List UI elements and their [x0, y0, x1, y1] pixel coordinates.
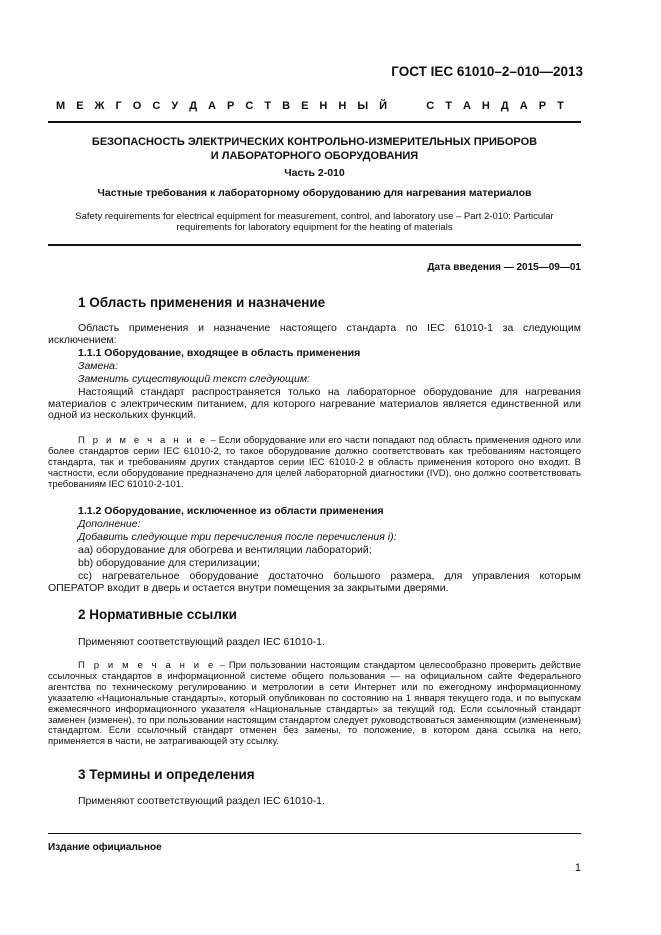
- banner-letter: М: [56, 100, 66, 112]
- banner-letter: Ж: [94, 100, 105, 112]
- banner-letter: О: [132, 100, 142, 112]
- part-number: Часть 2-010: [284, 167, 345, 179]
- section-3-body: Применяют соответствующий раздел IEC 61010-1.: [78, 795, 325, 807]
- banner-letter: С: [152, 100, 161, 112]
- banner-letter: Й: [379, 100, 388, 112]
- section-1-intro: Область применения и назначение настоящего стандарта по IEC 61010-1 за следующим исключением:: [48, 322, 581, 346]
- banner-letter: Т: [264, 100, 272, 112]
- page-number: 1: [574, 862, 581, 874]
- banner-letter: С: [245, 100, 254, 112]
- effective-date-value: — 2015—09—01: [500, 262, 581, 273]
- replacement-instruction: Заменить существующий текст следующим:: [78, 373, 310, 385]
- banner-letter: Д: [189, 100, 198, 112]
- section-2-heading: 2 Нормативные ссылки: [78, 607, 237, 622]
- section-1-heading: 1 Область применения и назначение: [78, 295, 326, 310]
- title-divider: [48, 244, 581, 246]
- banner-letter: Д: [500, 100, 509, 112]
- banner-letter: А: [208, 100, 216, 112]
- replacement-label: Замена:: [78, 360, 118, 372]
- title-line-1: БЕЗОПАСНОСТЬ ЭЛЕКТРИЧЕСКИХ КОНТРОЛЬНО-ИЗМЕРИТЕЛЬНЫХ ПРИБОРОВ: [91, 136, 538, 148]
- note-1: [48, 436, 581, 491]
- banner-letter: [412, 100, 415, 112]
- banner-letter: Т: [445, 100, 452, 112]
- banner-letter: Г: [115, 100, 122, 112]
- banner-letter: Е: [301, 100, 309, 112]
- list-item-cc: сс) нагревательное оборудование достаточно большого размера, для управления которым ОПЕРАТОР входит в дверь и остается внутри помещения за закрытыми дверями.: [48, 570, 581, 594]
- banner-letter: В: [282, 100, 291, 112]
- subsection-1-1-2-heading: 1.1.2 Оборудование, исключенное из области применения: [78, 505, 384, 517]
- banner-letter: А: [519, 100, 528, 112]
- list-item-aa: аа) оборудование для обогрева и вентиляции лабораторий;: [78, 544, 372, 556]
- banner-letter: С: [426, 100, 435, 112]
- note-1-text: – Если оборудование или его части попадают под область применения одного или более стандартов серии IEC 61010-2, то такое оборудование должно соответствовать как требованиям настоящего стандарта, так и требованиям других стандартов серии IEC 61010-2 в область применения которого оно входит. В частности, если оборудование предназначено для целей лабораторной диагностики (IVD), оно должно соответствовать требованиям IEC 61010-2-101.: [48, 435, 582, 490]
- list-item-bb: bb) оборудование для стерилизации;: [78, 557, 260, 569]
- standard-banner: [56, 100, 564, 112]
- note-1-label: П р и м е ч а н и е: [78, 435, 208, 446]
- footer-divider: [48, 833, 581, 834]
- effective-date: [427, 262, 581, 273]
- banner-letter: Н: [338, 100, 347, 112]
- addition-label: Дополнение:: [78, 518, 141, 530]
- title-line-2: И ЛАБОРАТОРНОГО ОБОРУДОВАНИЯ: [210, 149, 419, 162]
- banner-letter: Ы: [357, 100, 369, 112]
- banner-letter: [398, 100, 401, 112]
- section-2-body: Применяют соответствующий раздел IEC 61010-1.: [78, 636, 325, 648]
- english-title-line-1: Safety requirements for electrical equipment for measurement, control, and laboratory use – Part 2-010: Particular: [75, 211, 554, 222]
- banner-letter: Н: [319, 100, 328, 112]
- english-title-line-2: requirements for laboratory equipment for the heating of materials: [176, 222, 453, 233]
- document-subtitle: Частные требования к лабораторному оборудованию для нагревания материалов: [97, 187, 532, 199]
- banner-letter: Р: [227, 100, 235, 112]
- banner-letter: Н: [481, 100, 490, 112]
- banner-letter: Е: [76, 100, 84, 112]
- header-divider: [48, 121, 581, 123]
- banner-letter: Р: [538, 100, 547, 112]
- scope-paragraph: Настоящий стандарт распространяется только на лабораторное оборудование для нагревания материалов с электрическим питанием, для которого нагревание материалов является единственной или одной из нескольких функций.: [48, 386, 581, 422]
- section-3-heading: 3 Термины и определения: [78, 767, 255, 782]
- addition-instruction: Добавить следующие три перечисления после перечисления i):: [78, 531, 397, 543]
- banner-letter: А: [462, 100, 471, 112]
- note-2-text: – При пользовании настоящим стандартом целесообразно проверить действие ссылочных стандартов в информационной системе общего пользования — на официальном сайте Федерального агентства по техническому регулированию и метрологии в сети Интернет или по ежегодному информационному указателю «Национальные стандарты», который опубликован по состоянию на 1 января текущего года, и по выпускам ежемесячного информационного указателя «Национальные стандарты» за текущий год. Если ссылочный стандарт заменен (изменен), то при пользовании настоящим стандартом следует руководствоваться заменяющим (измененным) стандартом. Если ссылочный стандарт отменен без замены, то положение, в котором дана ссылка на него, применяется в части, не затрагивающей эту ссылку.: [48, 660, 581, 748]
- banner-letter: У: [171, 100, 179, 112]
- effective-date-label: Дата введения: [427, 262, 501, 273]
- banner-letter: Т: [557, 100, 564, 112]
- document-title: [48, 136, 581, 163]
- subsection-1-1-1-heading: 1.1.1 Оборудование, входящее в область применения: [78, 347, 361, 359]
- official-edition-label: Издание официальное: [48, 842, 162, 853]
- note-2: [48, 661, 581, 748]
- document-id: ГОСТ IEC 61010–2–010—2013: [391, 64, 583, 79]
- english-title: [48, 211, 581, 233]
- note-2-label: П р и м е ч а н и е: [78, 660, 216, 671]
